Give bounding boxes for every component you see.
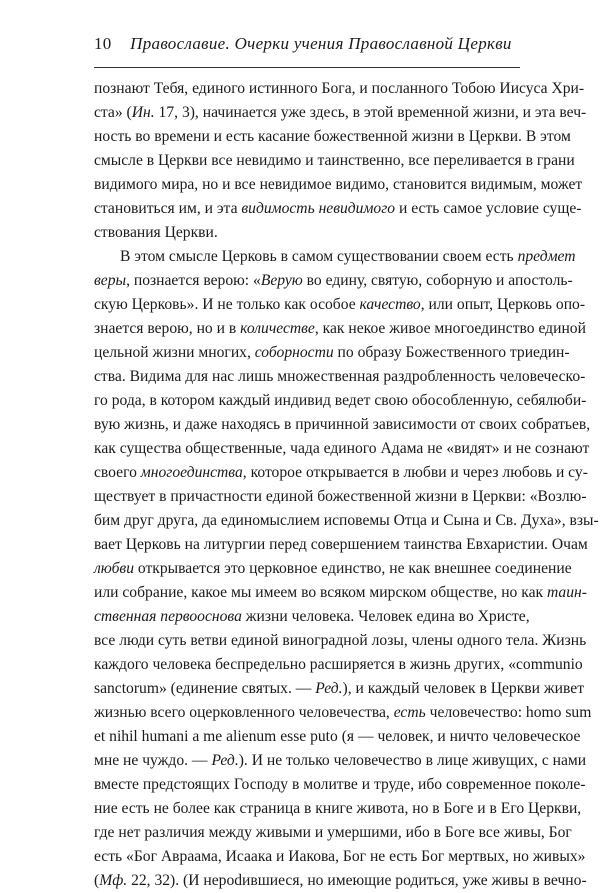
text-line [94,869,587,893]
text-line [94,389,587,413]
text-run: ). И не только человечество в лице живущих, с нами [238,752,587,769]
text-line [94,461,588,485]
text-run: ние есть не более как страница в книге живота, но в Боге и в Его Церкви, [94,800,582,817]
text-run: цельной жизни многих, [94,344,255,361]
text-run: как существа общественные, чада единого Адама не «видят» и не сознают [94,440,590,457]
italic-text: соборности [254,344,334,361]
italic-text: качество [359,296,421,313]
body-text [94,77,599,893]
italic-text: видимость невидимого [241,200,396,217]
text-run: 17, 3), начинается уже здесь, в этой временной жизни, и эта веч- [154,104,587,121]
italic-text: количестве [240,320,315,337]
text-line [94,125,571,149]
italic-text: Мф. [99,872,128,889]
text-run: скую Церковь». И не только как особое [94,296,360,313]
text-line [94,101,587,125]
text-run: мне не чуждо. — [94,752,212,769]
text-run: становиться им, и эта [94,200,242,217]
text-line [94,173,583,197]
text-run: 22, 32). (И нерodившиеся, но имеющие родиться, уже живы в вечно- [127,872,587,889]
running-title: Православие. Очерки учения Православной Церкви [130,34,512,53]
text-line [94,797,582,821]
text-run: ства. Видима для нас лишь множественная раздробленность человеческо- [94,368,586,385]
text-run: ), и каждый человек в Церкви живет [342,680,585,697]
text-run: и есть самое условие суще- [395,200,582,217]
text-run: смысле в Церкви все невидимо и таинственно, все переливается в грани [94,152,575,169]
text-run: жизни человека. Человек едина во Христе, [241,608,530,625]
text-line [94,245,576,269]
text-line [94,293,586,317]
text-line [94,197,582,221]
text-line [94,773,586,797]
text-line [94,533,588,557]
text-run: ность во времени и есть касание божественной жизни в Церкви. В этом [94,128,571,145]
text-run: sanctorum» (единение святых. — [94,680,316,697]
text-line [94,821,572,845]
text-run: видимого мира, но и все невидимое видимо, становится видимым, может [94,176,583,193]
text-run: , как некое живое многоединство единой [314,320,586,337]
italic-text: многоединства [140,464,243,481]
text-run: et nihil humani a me alienum esse puto (я — человек, и ничто человеческое [94,728,581,745]
text-run: ствования Церкви. [94,224,218,241]
text-line [94,437,590,461]
text-run: познают Тебя, единого истинного Бога, и посланного Тобою Иисуса Хри- [94,80,585,97]
text-line [94,677,585,701]
text-line [94,269,573,293]
text-run: где нет различия между живыми и умершими, ибо в Боге все живы, Бог [94,824,572,841]
italic-text: таин- [546,584,587,601]
text-run: есть «Бог Авраама, Исаака и Иакова, Бог не есть Бог мертвых, но живых» [94,848,586,865]
text-run: вает Церковь на литургии перед совершением таинства Евхаристии. Очам [94,536,588,553]
text-line [94,317,586,341]
italic-text: предмет [517,248,576,265]
text-run: , которое открывается в любви и через любовь и су- [242,464,588,481]
page-number: 10 [94,34,112,53]
text-line [94,701,592,725]
italic-text: Ин. [131,104,155,121]
text-run: человечество: homo sum [425,704,592,721]
text-run: или собрание, какое мы имеем во всяком мирском обществе, но как [94,584,547,601]
text-run: вую жизнь, и даже находясь в причинной зависимости от своих собратьев, [94,416,591,433]
text-run: во едину, святую, соборную и апостоль- [302,272,573,289]
text-run: ( [94,872,100,889]
text-line [94,77,585,101]
text-line [94,845,586,869]
italic-text: Ред. [315,680,343,697]
text-line [94,605,530,629]
text-line [94,413,591,437]
italic-text: Ред. [211,752,239,769]
text-run: , познается верою: « [126,272,261,289]
text-line [94,725,581,749]
text-line [94,749,587,773]
italic-text: любви [94,560,134,577]
text-line [94,341,570,365]
text-run: ста» ( [94,104,132,121]
text-run: своего [94,464,141,481]
text-line [94,581,587,605]
text-line [94,149,575,173]
text-line [94,653,583,677]
text-line [94,221,520,245]
text-line [94,629,587,653]
text-run: все люди суть ветви единой виноградной лозы, члены одного тела. Жизнь [94,632,587,649]
text-run: вместе предстоящих Господу в молитве и труде, ибо современное поколе- [94,776,586,793]
text-line [94,557,572,581]
text-run: каждого человека беспредельно расширяется в жизнь других, «communio [94,656,583,673]
header-rule [94,67,520,68]
italic-text: Верую [260,272,303,289]
italic-text: есть [393,704,426,721]
text-run: ществует в причастности единой божественной жизни в Церкви: «Возлю- [94,488,587,505]
text-run: жизнью всего оцерковленного человечества, [94,704,394,721]
text-line [94,509,599,533]
text-run: бим друг друга, да единомыслием исповемы Отца и Сына и Св. Духа», взы- [94,512,599,529]
text-line [94,365,586,389]
text-run: В этом смысле Церковь в самом существовании своем есть [120,248,518,265]
text-run: , или опыт, Церковь опо- [420,296,586,313]
text-run: знается верою, но и в [94,320,241,337]
text-run: открывается это церковное единство, не как внешнее соединение [134,560,572,577]
italic-text: веры [94,272,127,289]
text-run: го рода, в котором каждый индивид ведет свою обособленную, себялюби- [94,392,587,409]
running-header [94,34,520,54]
text-run: по образу Божественного триедин- [333,344,570,361]
italic-text: ственная первооснова [94,608,242,625]
text-line [94,485,587,509]
